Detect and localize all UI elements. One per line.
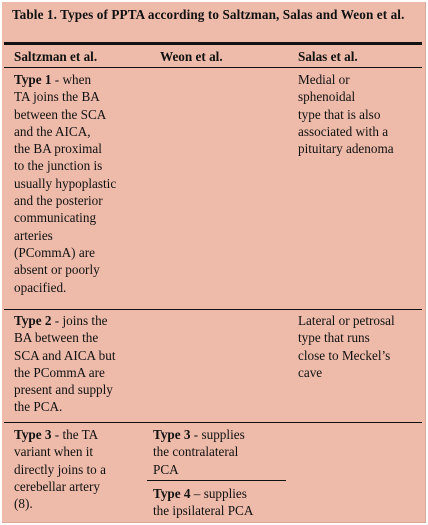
row2-saltzman-type: Type 2: [14, 313, 52, 328]
row3-weon-a-text: - supplies the contralateral PCA: [153, 427, 245, 477]
row3-weon-cell-b: [153, 485, 287, 520]
row1-saltzman-type: Type 1: [14, 72, 52, 87]
row3-saltzman-cell: [14, 426, 146, 512]
header-divider: [4, 67, 422, 68]
row3-weon-cell-a: [153, 426, 287, 478]
row1-salas-cell: Medial or sphenoidal type that is also associated with a pituitary adenoma: [298, 72, 394, 157]
row1-divider: [4, 309, 422, 310]
header-weon: Weon et al.: [160, 49, 223, 64]
row2-saltzman-text: - joins the BA between the SCA and AICA but the PCommA are present and supply the PCA.: [14, 313, 116, 415]
header-saltzman: Saltzman et al.: [14, 49, 98, 64]
row1-saltzman-cell: [14, 71, 146, 296]
row2-salas-cell: Lateral or petrosal type that runs close to Meckel’s cave: [298, 313, 395, 380]
row3-weon-b-text: – supplies the ipsilateral PCA: [153, 486, 254, 519]
caption-divider: [4, 42, 422, 45]
table-caption: Table 1. Types of PPTA according to Saltzman, Salas and Weon et al.: [12, 7, 405, 22]
row2-saltzman-cell: [14, 312, 146, 416]
row2-divider: [4, 422, 422, 423]
row3-saltzman-type: Type 3: [14, 427, 52, 442]
row3-saltzman-text: - the TA variant when it directly joins to a cerebellar artery (8).: [14, 427, 106, 512]
row1-saltzman-text: - when TA joins the BA between the SCA and the AICA, the BA proximal to the junction is usually hypoplastic and the posterior communicating arteries (PCommA) are absent or poorly opacified.: [14, 72, 117, 295]
row3-weon-subdivider: [147, 480, 286, 481]
row3-weon-b-type: Type 4: [153, 486, 191, 501]
header-salas: Salas et al.: [298, 49, 358, 64]
row3-weon-a-type: Type 3: [153, 427, 191, 442]
